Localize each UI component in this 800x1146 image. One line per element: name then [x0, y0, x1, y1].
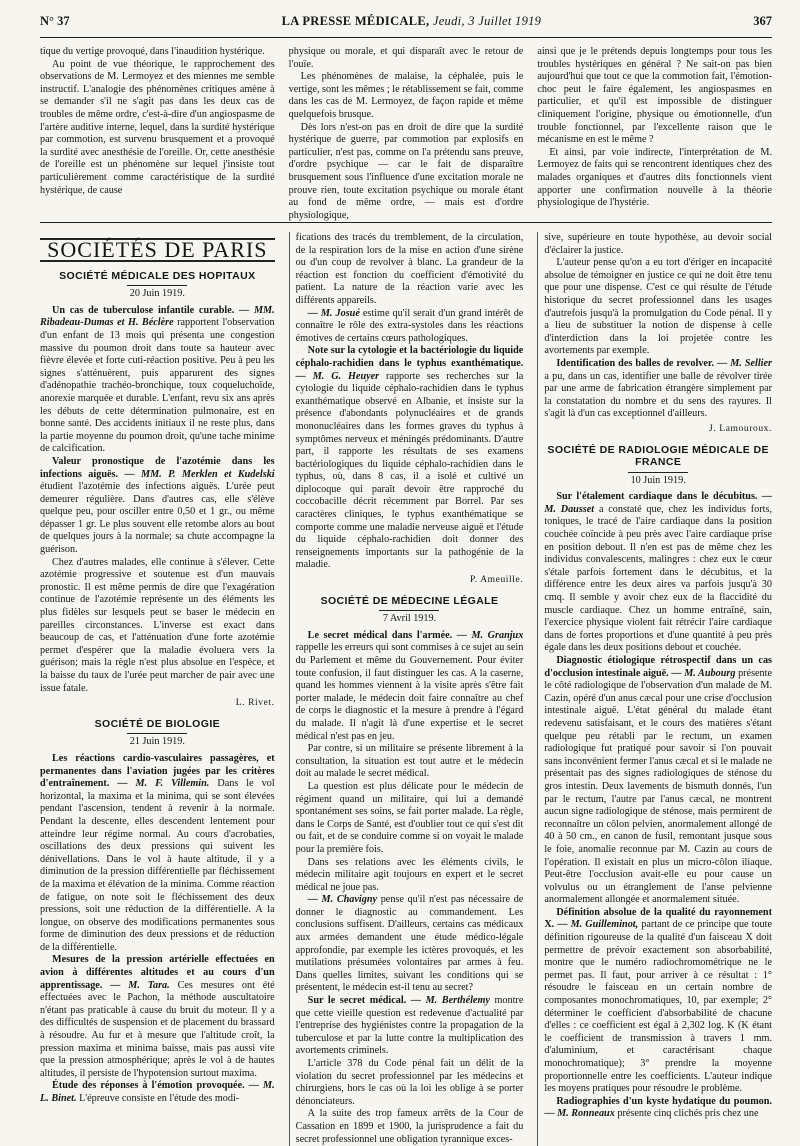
paragraph: physique ou morale, et qui disparaît avec le retour de l'ouïe. [288, 46, 524, 70]
report-entry [544, 907, 772, 1096]
entry-title: Mesures de la pression artérielle effectuées en avion à différentes altitudes et au cours d'un apprentissage. [40, 954, 275, 991]
entry-text: rappelle les erreurs qui sont commises à ce sujet au sein du Parlement et même du Gouvernement. Pour éviter toute confusion, il faut distinguer les cas. A la caserne, quand les hommes viennent à la visite après s'être fait porter malade, le médecin doit faire connaître au chef de corps le diagnostic et la mesure à prendre à l'égard du malade. Il n'agit là d'une expertise et le secret médical n'est pas en jeu. [295, 642, 524, 742]
entry-title: Les réactions cardio-vasculaires passagères, et permanentes dans l'aviation jugées par les critères d'entraînement. [40, 752, 275, 790]
top-continuation [40, 46, 772, 221]
entry-title: Le secret médical dans l'armée. [307, 629, 453, 641]
top-column-2 [289, 46, 524, 222]
entry-authors: — MM. P. Merklen et Kudelski [124, 468, 275, 480]
page-header [40, 14, 772, 38]
entry-authors: — M. L. Binet. [40, 1080, 275, 1104]
entry-authors: — M. Sellier [717, 357, 772, 369]
report-entry [296, 894, 524, 995]
entry-title: Radiographies d'un kyste hydatique du poumon. [556, 1095, 772, 1107]
entry-text: rapporte ses recherches sur la cytologie du liquide céphalo-rachidien dans le typhus exanthématique observé en Albanie, et insiste sur la présence d'abondants polynucléaires et de grands mononucléaires dans les formes graves du typhus à symptômes nerveux et méningés prédominants. D'autre part, il rapporte les résultats de ses examens bactériologiques du liquide céphalo-rachidien dans le typhus, où, dans 8 cas, il a isolé et cultivé un diplocoque qui paraît devoir être rapproché du coccobacille décrit récemment par Borrel. Par ses caractères cliniques, le typhus exanthématique se comporte comme une maladie nerveuse aiguë et l'étude du liquide céphalo-rachidien doit donner des renseignements importants sur la pathogénie de la maladie. [295, 370, 524, 571]
society-name: SOCIÉTÉ MÉDICALE DES HOPITAUX [59, 269, 256, 282]
entry-text: estime qu'il serait d'un grand intérêt de connaître le rôle des extra-systoles dans les réactions émotives de certains cœurs pathologiques. [295, 307, 524, 344]
report-entry [40, 753, 275, 955]
entry-authors: — M. Berthélemy [410, 995, 490, 1007]
society-name: SOCIÉTÉ DE RADIOLOGIE MÉDICALE DE FRANCE [547, 443, 769, 469]
paragraph: La question est plus délicate pour le médecin de régiment quand un militaire, qui lui a demandé spontanément ses soins, se fait porter malade. La règle, dans le Corps de Santé, est d'oublier tout ce qui s'est dit ou fait, et de se conduire comme si on voyait le malade pour la première fois. [295, 780, 524, 855]
issue-number: N° 37 [40, 14, 70, 28]
issue-date: Jeudi, 3 Juillet 1919 [432, 14, 542, 28]
entry-title: Définition absolue de la qualité du rayonnement X. [544, 906, 772, 931]
entry-text: montre que cette vieille question est redevenue d'actualité par l'entreprise des hygiénistes contre la propagation de la tuberculose et par la lutte contre la multiplication des avortements criminels. [295, 995, 524, 1057]
reporter-signature: L. Rivet. [235, 698, 275, 709]
report-entry [296, 995, 524, 1058]
paragraph: ainsi que je le prétends depuis longtemps pour tous les troubles hystériques en général ? Ne sait-on pas bien aujourd'hui que tout ce que la commotion fait, l'émotion-choc peut le faire également, les angiospasmes en particulier, et qu'il est impossible de distinguer cliniquement l'origine, physique ou émotionnelle, d'un trouble fonctionnel, par l'excellente raison que le mécanisme en est le même ? [537, 46, 772, 146]
heading-underline [127, 285, 187, 286]
society-heading [296, 595, 524, 612]
entry-authors: — M. Aubourg [671, 667, 736, 679]
report-entry [296, 345, 524, 572]
paragraph: Dans ses relations avec les éléments civils, le médecin militaire agit toujours en expert et le secret médical ne joue pas. [295, 856, 524, 893]
entry-text: a pu, dans un cas, identifier une balle de révolver tirée par une arme de fabrication étrangère simplement par la constatation du nombre et du sens des rayures. Il s'agit là d'un cas exceptionnel d'ailleurs. [544, 370, 772, 420]
entry-text: Dans le vol horizontal, la maxima et la minima, qui se sont élevées pendant l'ascension, tendent à revenir à la normale. Pendant la descente, elles descendent lentement pour atteindre leur régime normal. Au cours d'acrobaties, oscillations des deux pressions qui suivent les dénivellations. Dans le vol à haute altitude, il y a diminution de la pression différentielle par fléchissement de la maxima et élévation de la minima. Comme réaction de fatigue, on note soit le fléchissement des deux pressions, soit une réduction de la différentielle. A la longue, on observe des modifications permanentes sous forme de diminution des deux pressions et de réduction de la différentielle. [40, 778, 275, 953]
paragraph: Au point de vue théorique, le rapprochement des observations de M. Lermoyez et des miennes me semble instructif. L'analogie des phénomènes critiques amène à se demander s'il ne s'agit pas dans les deux cas de troubles de même ordre, c'est-à-dire d'un angiospasme de l'artère auditive interne, lequel, dans la surdité hystérique par commotion, est survenu brusquement et a provoqué la surdité avec anesthésie de l'oreille. Or, cette anesthésie de l'oreille est un phénomène sur lequel j'insiste tout particulièrement comme caractéristique de la surdité hystérique, de cause [40, 58, 275, 196]
heading-underline [379, 610, 439, 611]
top-column-1 [40, 46, 275, 222]
paragraph: L'auteur pense qu'on a eu tort d'ériger en incapacité absolue de témoigner en justice ce qui ne doit être tenu que pour une dispense. C'est ce qui résulte de l'étude historique du secret professionnel dans les usages d'autrefois jusqu'à la promulgation du Code pénal. Il y a lieu de substituer la notion de dispense à celle d'interdiction dans la loi projetée contre les avortements par exemple. [544, 257, 772, 357]
society-name: SOCIÉTÉ DE MÉDECINE LÉGALE [320, 594, 499, 607]
entry-title: Valeur pronostique de l'azotémie dans les infections aiguës. [40, 455, 275, 480]
reporter-signature: J. Lamouroux. [709, 423, 772, 434]
society-heading [40, 718, 275, 735]
report-entry [544, 1096, 772, 1121]
entry-title: Identification des balles de revolver. [556, 357, 715, 369]
session-date: 21 Juin 1919. [129, 736, 185, 748]
entry-text: présente le côté radiologique de l'observation d'un malade de M. Cazin, opéré d'un anus cæcal pour une crise d'occlusion intestinale aiguë. L'état général du malade étant redevenu satisfaisant, et le cours des matières s'étant quelque peu rétabli par le rectum, un examen radiologique fut pratiqué pour savoir si l'on pouvait sans inconvénient fermer l'anus cæcal et si le malade ne présentait pas des signes radiologiques de sténose du gros intestin. Deux lavements de bismuth donnés, l'un par le rectum, l'autre par l'anus cæcal, ne montrent aucun signe radiologique de sténose, mais permirent de reconnaître un côlon pelvien, anormalement allongé de 40 à 50 cm., en canon de fusil, remontant jusque sous le foie, anomalie reconnue par M. Cazin au cours de l'opération. Il existait en plus un micro-côlon iliaque. Peut-être l'occlusion avait-elle eu pour cause un volvulus ou un étranglement de l'anse pelvienne anormalement allongée et anormalement située. [544, 667, 773, 906]
paragraph: Par contre, si un militaire se présente librement à la consultation, la situation est tout autre et le médecin doit au malade le secret médical. [295, 743, 524, 780]
report-entry [544, 655, 772, 907]
paragraph: sive, supérieure en toute hypothèse, au devoir social d'éclairer la justice. [544, 232, 772, 256]
entry-text: a constaté que, chez les individus forts, toniques, le tracé de l'aire cardiaque dans la position couchée coïncide à peu près avec l'aire cardiaque prise en position debout. Il n'en est pas de même chez les individus convalescents, malingres : chez eux le cœur s'étale parfois fortement dans le décubitus, et la différence entre les deux aires va parfois jusqu'à 30 cmq. Il semble y avoir chez eux de la flaccidité du muscle cardiaque. Chez un homme entraîné, sain, l'exercice physique violent fait rétrécir l'aire cardiaque dans de fortes proportions et d'une quantité à peu près égale dans les deux positions debout et couchée. [544, 503, 772, 654]
bottom-column-3 [537, 232, 772, 1146]
paragraph: Et ainsi, par voie indirecte, l'interprétation de M. Lermoyez de faits qui se rencontrent identiques chez des malades organiques et d'autres dits fonctionnels vient apporter une confirmation nouvelle à la théorie physiologique de l'hystérie. [537, 146, 772, 209]
entry-title: Diagnostic étiologique rétrospectif dans un cas d'occlusion intestinale aiguë. [544, 655, 772, 679]
societes-section [40, 232, 773, 1145]
top-column-3 [537, 46, 772, 222]
report-entry [296, 308, 524, 346]
entry-authors: — M. Guilleminot, [557, 919, 639, 931]
entry-authors: — M. F. Villemin. [117, 778, 210, 790]
entry-title: Sur le secret médical. [307, 995, 407, 1007]
entry-text: L'épreuve consiste en l'étude des modi- [79, 1093, 240, 1104]
running-title [282, 14, 542, 29]
entry-text: présente cinq clichés pris chez une [617, 1108, 759, 1120]
report-entry [40, 305, 275, 456]
society-heading [544, 444, 772, 473]
paragraph: A la suite des trop fameux arrêts de la Cour de Cassation en 1899 et 1900, la jurisprudence a fait du secret professionnel une obligation tyrannique exces- [295, 1108, 524, 1145]
session-date: 10 Juin 1919. [630, 474, 686, 486]
report-entry [544, 358, 772, 421]
report-entry [296, 630, 524, 743]
paragraph: Chez d'autres malades, elle continue à s'élever. Cette azotémie progressive et soutenue est d'un mauvais pronostic. Il est même permis de dire que l'exagération continue de l'azotémie représente un des éléments les plus fidèles sur lesquels peut se baser le médecin en pareilles circonstances. L'inverse est exact dans beaucoup de cas, et l'atténuation d'une forte azotémie permet d'espérer que la maladie évoluera vers la guérison; mais la règle n'est plus absolue en l'espèce, et la baisse du taux de l'urée peut marcher de pair avec une issue fatale. [40, 556, 275, 694]
entry-authors: — M. Granjux [456, 629, 524, 641]
entry-text: partant de ce principe que toute définition rigoureuse de la qualité d'un faisceau X doit permettre de prévoir exactement son absorbabilité, montre que le numéro radiochromométrique ne le permet pas. Il faut, pour arriver à ce résultat : 1° résoudre le faisceau en un certain nombre de composantes monochromatiques, 10, par exemple; 2° déterminer le coefficient d'absorbabilité de chacune d'elles : ce coefficient est égal à 2,302 log. K (K étant le coefficient de transmission à travers 1 mm. d'aluminium, et caractérisant chaque monochromatique); 3° prendre la moyenne proportionnelle entre les coefficients. L'auteur indique les moyens pratiques pour résoudre le problème. [544, 919, 772, 1095]
society-name: SOCIÉTÉ DE BIOLOGIE [94, 717, 221, 730]
entry-text: Ces mesures ont été effectuées avec le Pachon, la méthode auscultatoire n'étant pas praticable à cause du bruit du moteur. Il y a des difficultés de suspension et de placement du brassard à résoudre. Au fur et à mesure que l'altitude croît, la pression maxima et minima baisse, mais pas aussi vite que la pression atmosphérique; après le vol à de hautes altitudes, il persiste de l'hypotension surtout maxima. [40, 979, 275, 1079]
entry-text: pense qu'il n'est pas nécessaire de donner le diagnostic au commandement. Les conclusions suffisent. D'ailleurs, certains cas médicaux aux armées demandent une étude médico-légale approfondie, par exemple les ictères provoqués, et les mutilations présumées volontaires par armes à feu. Dans quelles limites, suivant les conditions qui se présentent, le médecin est-il tenu au secret? [295, 894, 524, 994]
entry-title: Note sur la cytologie et la bactériologie du liquide céphalo-rachidien dans le typhus exanthématique. [295, 345, 524, 369]
page-number: 367 [753, 14, 772, 28]
entry-authors: — M. Chavigny [307, 894, 378, 906]
paragraph: L'article 378 du Code pénal fait un délit de la violation du secret professionnel par les médecins et chirurgiens, hors le cas où la loi les oblige à se porter dénonciateurs. [295, 1058, 524, 1107]
entry-authors: — M. Tara. [110, 979, 170, 991]
entry-text: étudient l'azotémie des infections aiguës. L'urée peut demeurer régulière. Dans d'autres cas, elle s'élève quelque peu, pour osciller entre 0,50 et 1 gr., ou même dépasser 1 gr. Le plus souvent elle retombe alors au bout de quelques jours à la normale; sa chute accompagne la guérison. [40, 481, 275, 556]
report-entry [40, 456, 275, 557]
entry-title: Un cas de tuberculose infantile curable. [52, 304, 235, 316]
entry-title: Étude des réponses à l'émotion provoquée. [52, 1080, 245, 1092]
entry-authors: — MM. Ribadeau-Dumas et H. Béclère [40, 304, 275, 329]
paragraph: tique du vertige provoqué, dans l'inaudition hystérique. [40, 46, 265, 57]
report-entry [544, 491, 772, 655]
section-divider [40, 222, 772, 223]
society-heading [40, 270, 275, 287]
section-title: SOCIÉTÉS DE PARIS [40, 238, 275, 262]
bottom-column-2 [289, 232, 524, 1146]
paragraph: Dès lors n'est-on pas en droit de dire que la surdité hystérique de guerre, par commotion par explosifs en particulier, n'est pas, comme on l'a prétendu sans preuve, d'ordre psychique — car le fait de disparaître brusquement sous l'influence d'une excitation morale ne prouve rien, toute excitation psychique ou morale étant au fond de même ordre, — mais est d'ordre physiologique, [288, 121, 524, 221]
session-date: 7 Avril 1919. [382, 613, 437, 625]
reporter-signature: P. Ameuille. [469, 575, 524, 586]
entry-text: rapportent l'observation d'un enfant de 13 mois qui présenta une congestion massive du poumon droit dans toute sa hauteur avec fièvre élevée et forte cuti-réaction positive. Peu à peu les signes s'atténuèrent, puis apparurent des signes d'adénopathie trachéo-bronchique, toux coqueluchoïde, anorexie marquée et durable. L'enfant, revu six ans après les débuts de cette détermination pulmonaire, est en bonne santé. Des accidents initiaux il ne reste plus, dans la partie moyenne du poumon droit, qu'une tache minime de calcification. [40, 317, 275, 455]
paragraph: Les phénomènes de malaise, la céphalée, puis le vertige, sont les mêmes ; le rétablissement se fait, comme dans les cas de M. Lermoyez, de façon rapide et même quelquefois brusque. [288, 71, 524, 120]
entry-authors: — M. Josué [307, 307, 360, 319]
journal-name: LA PRESSE MÉDICALE, [281, 14, 430, 28]
entry-title: Sur l'étalement cardiaque dans le décubitus. [556, 491, 758, 503]
heading-underline [628, 472, 688, 473]
bottom-column-1 [40, 232, 275, 1146]
entry-authors: — M. Dausset [544, 491, 772, 515]
report-entry [40, 1080, 275, 1105]
report-entry [40, 954, 275, 1080]
session-date: 20 Juin 1919. [129, 288, 185, 300]
entry-authors: — M. G. Heuyer [295, 370, 380, 382]
paragraph: fications des tracés du tremblement, de la circulation, de la respiration lors de la mise en action d'une sirène ou d'un coup de revolver à blanc. La grandeur de la réaction est fonction du coefficient d'émotivité du patient. La nature de la réaction varie avec les différents appareils. [295, 232, 524, 306]
heading-underline [127, 733, 187, 734]
entry-authors: — M. Ronneaux [544, 1108, 615, 1120]
